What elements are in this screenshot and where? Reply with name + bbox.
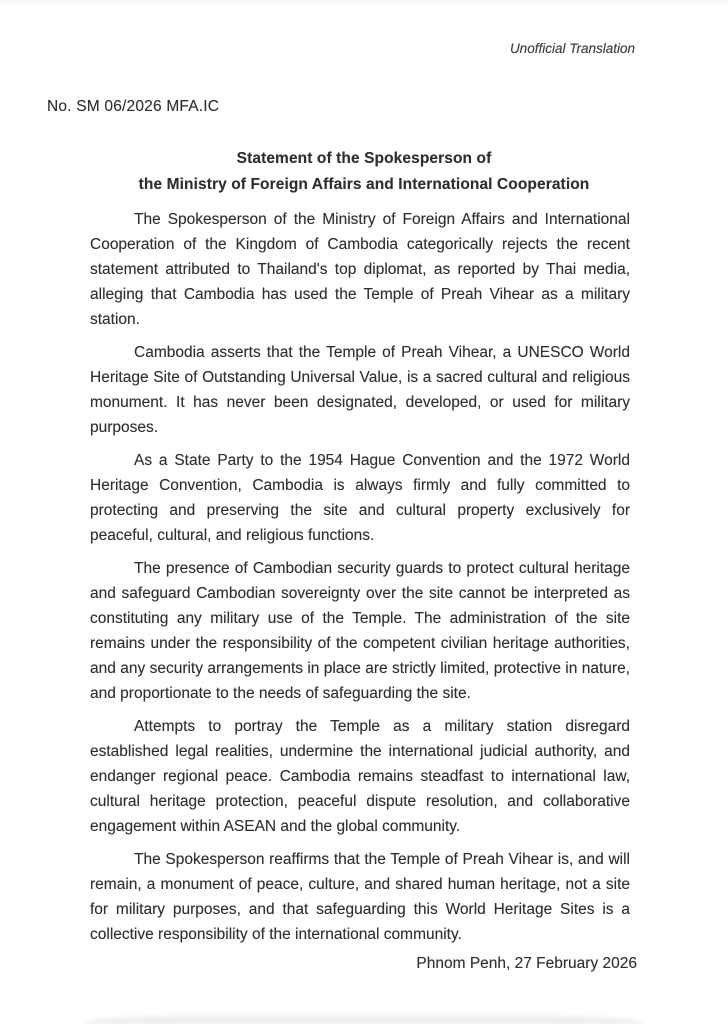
paragraph-6: The Spokesperson reaffirms that the Temple of Preah Vihear is, and will remain, a monument of peace, culture, and shared human heritage, not a site for military purposes, and that safeguarding this World Heritage Sites is a collective responsibility of the international community.: [90, 851, 630, 943]
paragraph-5: Attempts to portray the Temple as a military station disregard established legal realities, undermine the international judicial authority, and endanger regional peace. Cambodia remains steadfast to international law, cultural heritage protection, peaceful dispute resolution, and collaborative engagement within ASEAN and the global community.: [90, 718, 630, 835]
title-line-2: the Ministry of Foreign Affairs and International Cooperation: [138, 176, 590, 193]
paragraph-4: The presence of Cambodian security guards to protect cultural heritage and safeguard Cambodian sovereignty over the site cannot be interpreted as constituting any military use of the Temple. The administration of the site remains under the responsibility of the competent civilian heritage authorities, and any security arrangements in place are strictly limited, protective in nature, and proportionate to the needs of safeguarding the site.: [90, 560, 630, 702]
paragraph-1: The Spokesperson of the Ministry of Foreign Affairs and International Cooperation of the Kingdom of Cambodia categorically rejects the recent statement attributed to Thailand's top diplomat, as reported by Thai media, alleging that Cambodia has used the Temple of Preah Vihear as a military station.: [90, 211, 630, 328]
paragraph-2: Cambodia asserts that the Temple of Preah Vihear, a UNESCO World Heritage Site of Outstanding Universal Value, is a sacred cultural and religious monument. It has never been designated, developed, or used for military purposes.: [90, 344, 630, 436]
scan-edge-shadow: [0, 0, 728, 6]
statement-body: [90, 207, 637, 973]
reference-number: No. SM 06/2026 MFA.IC: [47, 98, 220, 115]
scan-bottom-shadow: [85, 1010, 643, 1024]
paragraph-3: As a State Party to the 1954 Hague Convention and the 1972 World Heritage Convention, Cambodia is always firmly and fully committed to protecting and preserving the site and cultural property exclusively for peaceful, cultural, and religious functions.: [90, 452, 630, 544]
title-line-1: Statement of the Spokesperson of: [236, 150, 492, 167]
unofficial-translation-note: Unofficial Translation: [509, 41, 635, 56]
document-title: [0, 146, 728, 198]
dateline: Phnom Penh, 27 February 2026: [416, 955, 637, 972]
